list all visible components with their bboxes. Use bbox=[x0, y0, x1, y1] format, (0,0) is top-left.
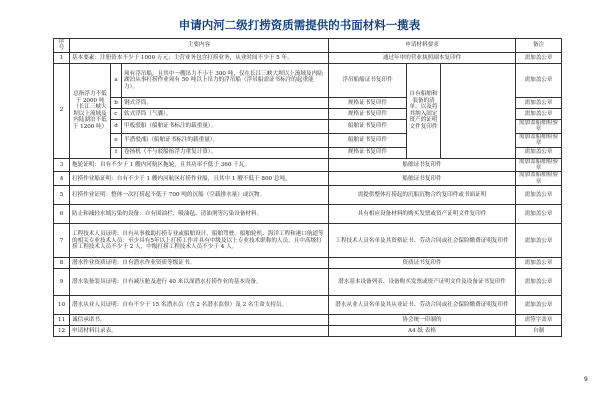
row-requirement: 潜水基本设备列表、设备购买发票或资产证明文件及设备证书复印件 bbox=[329, 269, 516, 296]
merged-requirement: 自有船舶和装备的清单，以及将其纳入固定资产的证明文件复印件 bbox=[407, 63, 441, 158]
row-requirement: 潜水从业人员名单及其从业证书、劳动合同或社会保险缴费证明复印件 bbox=[329, 296, 516, 315]
row-content: 半潜驳/船（船舶证书标注的载重量）。 bbox=[122, 133, 329, 147]
table-row bbox=[54, 172, 562, 186]
row-requirement: 需提供整体打捞起的沉船沉物合约复印件或书面证明 bbox=[329, 186, 516, 205]
row-remark: 需加盖公章 bbox=[516, 97, 562, 108]
table-row bbox=[54, 119, 562, 133]
table-row bbox=[54, 52, 562, 63]
row-remark: 需加盖公章 bbox=[516, 258, 562, 269]
table-row bbox=[54, 63, 562, 97]
row-remark: 需加盖公章 bbox=[516, 52, 562, 63]
row-remark: 需加盖公章 bbox=[516, 224, 562, 258]
sub-item-letter: b bbox=[111, 97, 122, 108]
sub-item-letter: f bbox=[111, 147, 122, 158]
table-row bbox=[54, 269, 562, 296]
row-content: 钢式浮筒。 bbox=[122, 97, 329, 108]
row-number: 4 bbox=[54, 172, 70, 186]
row-requirement: 浮吊船船证书复印件 bbox=[329, 63, 407, 97]
row-requirement: 船舶证书复印件 bbox=[329, 158, 516, 172]
table-header-row bbox=[54, 39, 562, 53]
row-number: 3 bbox=[54, 158, 70, 172]
table-row bbox=[54, 296, 562, 315]
header-content: 主要内容 bbox=[70, 39, 329, 53]
row-requirement: A4 纸 表格 bbox=[329, 326, 516, 337]
table-row bbox=[54, 186, 562, 205]
row-remark: 需加盖船舶检验章 bbox=[516, 172, 562, 186]
row-content: 打捞作业船证明：自有不少于 1 艘内河航区打捞作业船，且其中 1 艘不低于 800 总吨。 bbox=[70, 172, 329, 186]
row-requirement: 船舶证书复印件 bbox=[329, 119, 407, 133]
row-content: 甲板驳船（船舶证书标注的载重量）。 bbox=[122, 119, 329, 133]
table-row bbox=[54, 147, 562, 158]
document-title: 申请内河二级打捞资质需提供的书面材料一揽表 bbox=[178, 18, 421, 32]
row-remark: 需加盖公章 bbox=[516, 269, 562, 296]
sub-item-letter: a bbox=[111, 63, 122, 97]
row-number: 12 bbox=[54, 326, 70, 337]
sub-item-letter: d bbox=[111, 119, 122, 133]
table-row bbox=[54, 315, 562, 326]
materials-table bbox=[53, 38, 562, 337]
row-remark: 需加盖公章 bbox=[516, 205, 562, 224]
row-requirement: 具有相应设备材料的购买发票或资产证明文件复印件 bbox=[329, 205, 516, 224]
row-remark: 需加盖船舶检验章 bbox=[516, 158, 562, 172]
table-row bbox=[54, 205, 562, 224]
row-remark: 需签字盖章 bbox=[516, 315, 562, 326]
row-content: 须有浮吊船，且其中一艘吊力不小于 300 吨，仅在长江三峡大坝以上流域及内陆湖泊从事打捞作业须有 50 吨以上吊力的浮吊船（浮吊船需证书标注的起重能力）。 bbox=[122, 63, 329, 97]
row-requirement: 规格证书复印件 bbox=[329, 147, 407, 158]
row-number: 6 bbox=[54, 205, 70, 224]
row-number: 7 bbox=[54, 224, 70, 258]
row-remark: 需加盖公章 bbox=[516, 147, 562, 158]
header-remark: 备注 bbox=[516, 39, 562, 53]
buoyancy-group-label: 总指浮力不低于 2000 吨（长江三峡大坝以上流域及内陆湖泊不低于 1200 吨） bbox=[70, 63, 111, 158]
sub-item-letter: c bbox=[111, 108, 122, 119]
row-content: 潜水从业人员证明：自有不少于 15 名潜水员（含 2 名潜水监督）及 2 名生命支持员。 bbox=[70, 296, 329, 315]
row-number: 11 bbox=[54, 315, 70, 326]
row-requirement: 协会统一印制的 bbox=[329, 315, 516, 326]
row-number: 2 bbox=[54, 63, 70, 158]
row-remark: 需加盖公章 bbox=[516, 296, 562, 315]
row-remark: 需加盖船舶检验章 bbox=[516, 133, 562, 147]
row-content: 诚信承诺书。 bbox=[70, 315, 329, 326]
row-number: 8 bbox=[54, 258, 70, 269]
header-no: 序号 bbox=[54, 39, 70, 53]
table-row bbox=[54, 258, 562, 269]
row-requirement: 规格证书复印件 bbox=[329, 97, 407, 108]
row-content: 打捞作业证明：整体一次打捞起不低于 700 吨的沉船（空载排水量）或沉物。 bbox=[70, 186, 329, 205]
row-requirement: 通过年审的营业执照副本复印件 bbox=[329, 52, 516, 63]
row-content: 卷扬机（不与驳船抬浮力重复计算）。 bbox=[122, 147, 329, 158]
row-remark: 需加盖船舶检验章 bbox=[516, 119, 562, 133]
header-requirements: 申请材料要求 bbox=[329, 39, 516, 53]
row-requirement: 资质证书复印件 bbox=[329, 258, 516, 269]
row-content: 防止和减轻水域污染的设备：自有围油栏、吸油毡、清油剂等污染设备材料。 bbox=[70, 205, 329, 224]
row-content: 潜水作业资质证明：自有潜水作业资质等级证书。 bbox=[70, 258, 329, 269]
row-number: 1 bbox=[54, 52, 70, 63]
table-row bbox=[54, 108, 562, 119]
row-remark: 自制 bbox=[516, 326, 562, 337]
row-content: 拖轮证明：自有不少于 1 艘内河航区拖轮，且其功率不低于 360 千瓦。 bbox=[70, 158, 329, 172]
row-content: 基本要素：注册资本不少于 1000 万元；主营业务包含打捞业务，从业时间不少于 5 年。 bbox=[70, 52, 329, 63]
row-number: 9 bbox=[54, 269, 70, 296]
row-number: 10 bbox=[54, 296, 70, 315]
page-number: 9 bbox=[584, 376, 588, 383]
table-row bbox=[54, 158, 562, 172]
table-row bbox=[54, 224, 562, 258]
row-content: 潜水装备装具证明：自有减压舱及进行 40 米以深潜水打捞作业的基本设备。 bbox=[70, 269, 329, 296]
row-remark: 需加盖公章 bbox=[516, 186, 562, 205]
row-number: 5 bbox=[54, 186, 70, 205]
row-requirement: 船舶证书复印件 bbox=[329, 172, 516, 186]
row-requirement: 规格证书复印件 bbox=[329, 108, 407, 119]
sub-item-letter: e bbox=[111, 133, 122, 147]
table-row bbox=[54, 326, 562, 337]
row-remark: 需加盖公章 bbox=[516, 63, 562, 97]
row-requirement: 船舶证书复印件 bbox=[329, 133, 407, 147]
row-content: 申请材料目录表。 bbox=[70, 326, 329, 337]
table-row bbox=[54, 133, 562, 147]
row-content: 软式浮筒（气囊）。 bbox=[122, 108, 329, 119]
table-row bbox=[54, 97, 562, 108]
row-requirement: 工程技术人员名单及其资格证书、劳动合同或社会保险缴费证明复印件 bbox=[329, 224, 516, 258]
row-content: 工程技术人员证明：自有从事救助打捞专业或船舶设计、船舶驾驶、船舶轮机、海洋工程和港口航道等的相关专业技术人员：至少具有5年以上打捞工作并具有中级及以上专业技术职称的人员，且中高级打捞工程技术人员不少于 2 人，中级打捞工程技术人员不少于 4 人。 bbox=[70, 224, 329, 258]
row-remark: 需加盖公章 bbox=[516, 108, 562, 119]
